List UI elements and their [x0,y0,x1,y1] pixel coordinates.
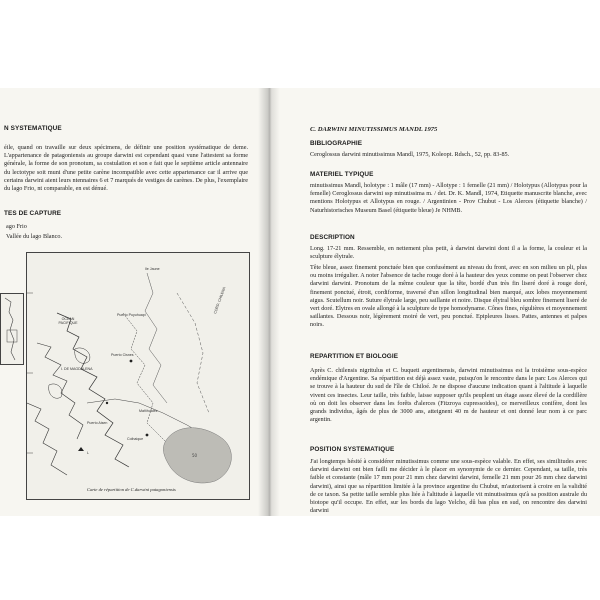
species-title [310,126,587,133]
map-label-coihaique: Coihaique [127,437,144,441]
left-body-text: éile, quand on travaille sur deux spécimens, de définir une position systématique de deme. L'appartenance de patagoniensis au groupe darwini est cependant quasi vune l'attestent sa forme générale, la forme de son pronotum, sa costulation et son e fait que le septième article antennaire du lectotype soit muni d'une petite carène incompatible avec cette appartenance car il arrive que certains darwini aient leurs ntennaires 6 et 7 marqués de vestiges de carènes. De plus, l'exemplaire du lago Frio, nt comparable, en est dénué. [4,144,248,193]
map-label-ocean: OCEAN PACIFIQUE [58,317,78,325]
book-gutter [258,88,280,516]
materiel-text: minutissimus Mandl, holotype : 1 mâle (17 mm) - Allotype : 1 femelle (21 mm) / Holotypus (Allotypus pour la femelle) Ceroglossus darwini ssp minutissima m. / det. Dr. K. Mandl, 1974, Etiquette manuscrite blanche, avec mentions Holotypus et Allotypus en rouge. / Argentinien - Prov Chubut - Los Alerces (étiquette blanche) / Naturhistorisches Museum Basel (étiquette bleue) Je NHMB. [310,182,587,214]
bibliographie-heading: BIBLIOGRAPHIE [310,140,363,147]
right-page [268,88,600,516]
position-heading: POSITION SYSTEMATIQUE [310,446,395,453]
description-text-1: Long. 17-21 mm. Ressemble, en nettement plus petit, à darwini darwini dont il a la forme, la couleur et la sculpture élytrale. [310,245,587,261]
map-label-aisen: Puerto Aisen [87,421,108,425]
capture-heading: TES DE CAPTURE [4,210,62,217]
locality-2: Vallée du lago Blanco. [6,233,63,240]
locality-1: ago Frio [6,223,27,230]
left-page [0,88,268,516]
map-label-magdalena: I. DE MAGDALENA [61,367,93,371]
repartition-heading: REPARTITION ET BIOLOGIE [310,353,399,360]
repartition-text: Après C. chilensis nigritulus et C. buqueti argentinensis, darwini minutissimus est la troisième sous-espèce endémique d'Argentine. Sa répartition est déjà assez vaste, puisqu'on le rencontre dans le parc Los Alerces qui se trouve à la hauteur du sud de l'île de Chiloé. Je ne dispose d'aucune indication quant à l'altitude à laquelle vivent ces insectes. Leur taille, très faible, laisse supposer qu'ils peuplent un étage assez élevé de la cordillère où on doit les observer dans les forêts d'alerces (Fitzroya cupressoides), ce merveilleux conifère, dont les grands individus, âgés de plus de 3000 ans, atteignent 40 m de hauteur et ont donné leur nom à ce parc argentin. [310,367,587,424]
description-heading: DESCRIPTION [310,234,355,241]
left-section-heading: N SYSTEMATIQUE [4,125,62,132]
map-label-cordillera: CORD. CHILENA [213,286,227,315]
map-label-ile-jaune: Ile Jaune [145,267,160,271]
position-text: J'ai longtemps hésité à considérer minutissimus comme une sous-espèce valable. En effet, ses similitudes avec darwini darwini ont bien failli me décider à le placer en synonymie de ce dernier. Cependant, sa taille, très faible et constante (mâle 17 mm pour 21 mm chez darwini darwini, femelle 21 mm pour 26 mm chez darwini darwini), ainsi que sa répartition limitée à la province argentine du Chubut, m'autorisent à croire en la validité de ce taxon. Sa petite taille semble plus liée à l'altitude à laquelle vit minutissimus qu'à sa position australe du biotope qu'il occupe. En effet, sur les bords du lago Yelcho, dû bas plus en sud, on rencontre des darwini darwini [310,458,587,515]
svg-text:50: 50 [192,453,198,458]
materiel-heading: MATERIEL TYPIQUE [310,171,374,178]
species-title-text: C. DARWINI MINUTISSIMUS MANDL 1975 [310,126,438,133]
description-text-2: Tête bleue, assez finement ponctuée bien que confusément au niveau du front, avec en son milieu un pli, plus ou moins irrégulier. A noter l'absence de tache rouge doré à la hauteur des yeux comme on peut l'observer chez darwini darwini. Pronotum de la même couleur que la tête, bordé d'un très fin liseré doré à rouge doré, finement ponctué, étroit, cordiforme, traversé d'un sillon longitudinal bien marqué, aux lobes moyennement aigus. Scutellum noir. Suture élytrale large, peu saillante et noire. Disque élytral bleu sombre finement liseré de vert doré. Elytres en ovale allongé à la sculpture de type homodyname. Cônes fines, régulières et moyennement saillantes. Dessous noir, légèrement moiré de vert, peu ponctué. Epipleures lisses. Pattes, antennes et palpes noirs. [310,264,587,329]
bibliographie-text: Ceroglossus darwini minutissimus Mandl, 1975, Koleopt. Rdsch., 52, pp. 83-85. [310,151,510,158]
map-label-l: L [87,451,89,455]
distribution-map [26,252,250,500]
map-label-manihuales: Mañihuales [139,409,158,413]
map-label-puyuhuapi: Puerto Puyuhuapi [117,313,146,317]
map-caption: Carte de répartition de C.darwini patagoniensis [87,487,176,492]
inset-map [0,293,24,365]
map-label-cisnes: Puerto Cisnes [111,353,134,357]
